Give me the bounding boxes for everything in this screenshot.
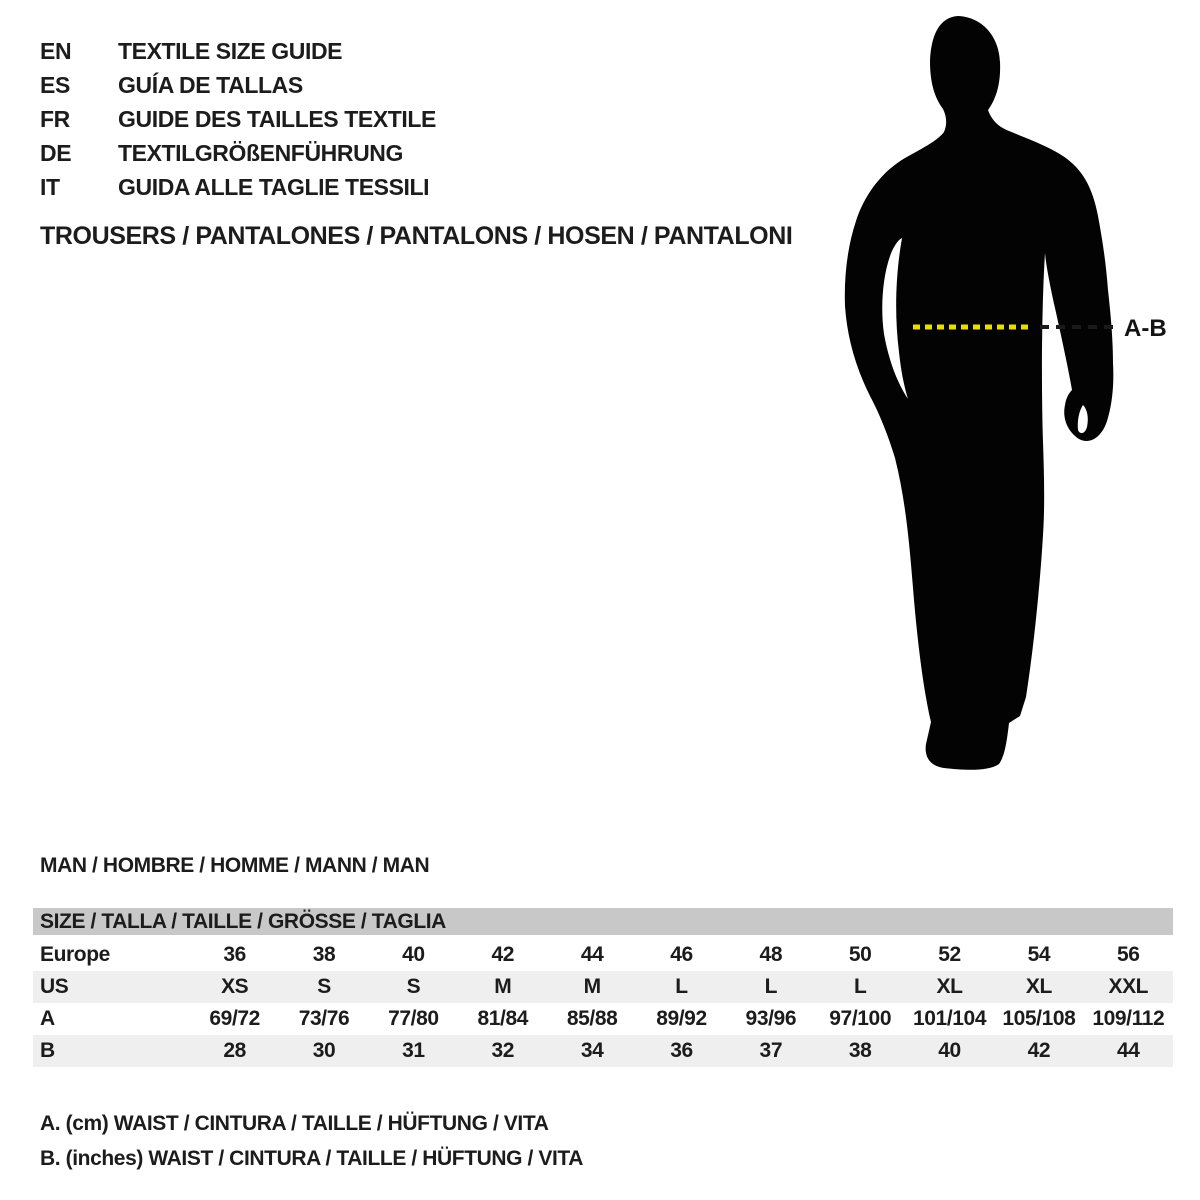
table-row-b-inches xyxy=(33,1035,1173,1067)
size-cell: 34 xyxy=(580,1039,604,1062)
size-cell: XL xyxy=(1025,975,1052,998)
size-cell: 77/80 xyxy=(388,1007,439,1030)
language-title: TEXTILGRÖßENFÜHRUNG xyxy=(118,140,403,166)
language-code: EN xyxy=(40,38,72,64)
size-cell: 73/76 xyxy=(298,1007,350,1030)
language-code: IT xyxy=(40,174,60,200)
size-cell: 89/92 xyxy=(656,1007,707,1030)
size-cell: 32 xyxy=(491,1039,515,1062)
size-cell: 93/96 xyxy=(745,1007,797,1030)
language-title: GUIDA ALLE TAGLIE TESSILI xyxy=(118,174,430,200)
size-cell: L xyxy=(675,975,688,998)
section-title-man: MAN / HOMBRE / HOMME / MANN / MAN xyxy=(40,854,430,877)
size-cell: 44 xyxy=(1117,1039,1140,1062)
size-cell: 101/104 xyxy=(912,1007,987,1030)
size-cell: 48 xyxy=(759,943,783,966)
size-cell: M xyxy=(583,975,601,998)
size-cell: 28 xyxy=(223,1039,246,1062)
size-cell: 81/84 xyxy=(477,1007,529,1030)
row-label: Europe xyxy=(40,943,110,966)
size-cell: 56 xyxy=(1117,943,1140,966)
size-cell: 36 xyxy=(670,1039,693,1062)
size-cell: 69/72 xyxy=(209,1007,260,1030)
measure-label: A-B xyxy=(1124,315,1167,342)
language-legend xyxy=(40,34,436,204)
language-code: DE xyxy=(40,140,72,166)
size-cell: S xyxy=(406,975,421,998)
size-cell: 85/88 xyxy=(566,1007,618,1030)
size-cell: 50 xyxy=(848,943,872,966)
size-cell: 44 xyxy=(580,943,604,966)
size-cell: 30 xyxy=(312,1039,336,1062)
man-silhouette xyxy=(845,16,1114,770)
language-title: GUIDE DES TAILLES TEXTILE xyxy=(118,106,436,132)
table-row-europe xyxy=(33,939,1173,971)
size-cell: 31 xyxy=(402,1039,425,1062)
product-category-title: TROUSERS / PANTALONES / PANTALONS / HOSEN / PANTALONI xyxy=(40,222,793,250)
size-cell: 52 xyxy=(938,943,961,966)
size-cell: 37 xyxy=(759,1039,783,1062)
size-cell: 40 xyxy=(938,1039,961,1062)
row-label: A xyxy=(40,1007,55,1030)
footnotes xyxy=(40,1106,583,1176)
language-title: GUÍA DE TALLAS xyxy=(118,72,303,98)
size-cell: 38 xyxy=(848,1039,872,1062)
size-cell: S xyxy=(317,975,331,998)
size-cell: XL xyxy=(936,975,963,998)
size-cell: 109/112 xyxy=(1092,1007,1165,1030)
footnote-a: A. (cm) WAIST / CINTURA / TAILLE / HÜFTUNG / VITA xyxy=(40,1112,549,1135)
language-title: TEXTILE SIZE GUIDE xyxy=(118,38,343,64)
language-code: ES xyxy=(40,72,70,98)
size-table-grid xyxy=(33,939,1173,1067)
size-table xyxy=(33,908,1173,1067)
footnote-b: B. (inches) WAIST / CINTURA / TAILLE / HÜFTUNG / VITA xyxy=(40,1147,584,1170)
size-cell: 42 xyxy=(1027,1039,1051,1062)
size-cell: 38 xyxy=(312,943,336,966)
size-cell: 42 xyxy=(491,943,515,966)
table-row-a-cm xyxy=(33,1003,1173,1035)
size-cell: 54 xyxy=(1027,943,1051,966)
size-cell: L xyxy=(853,975,867,998)
size-cell: 36 xyxy=(223,943,246,966)
language-code: FR xyxy=(40,106,70,132)
size-cell: XS xyxy=(221,975,249,998)
row-label: B xyxy=(40,1039,55,1062)
size-cell: 40 xyxy=(402,943,425,966)
row-label: US xyxy=(40,975,69,998)
size-cell: M xyxy=(494,975,512,998)
size-cell: 97/100 xyxy=(829,1007,892,1030)
size-cell: 46 xyxy=(670,943,693,966)
size-cell: L xyxy=(764,975,778,998)
table-row-us xyxy=(33,971,1173,1003)
size-cell: XXL xyxy=(1108,975,1149,998)
size-cell: 105/108 xyxy=(1002,1007,1076,1030)
size-table-header: SIZE / TALLA / TAILLE / GRÖSSE / TAGLIA xyxy=(33,908,1173,935)
